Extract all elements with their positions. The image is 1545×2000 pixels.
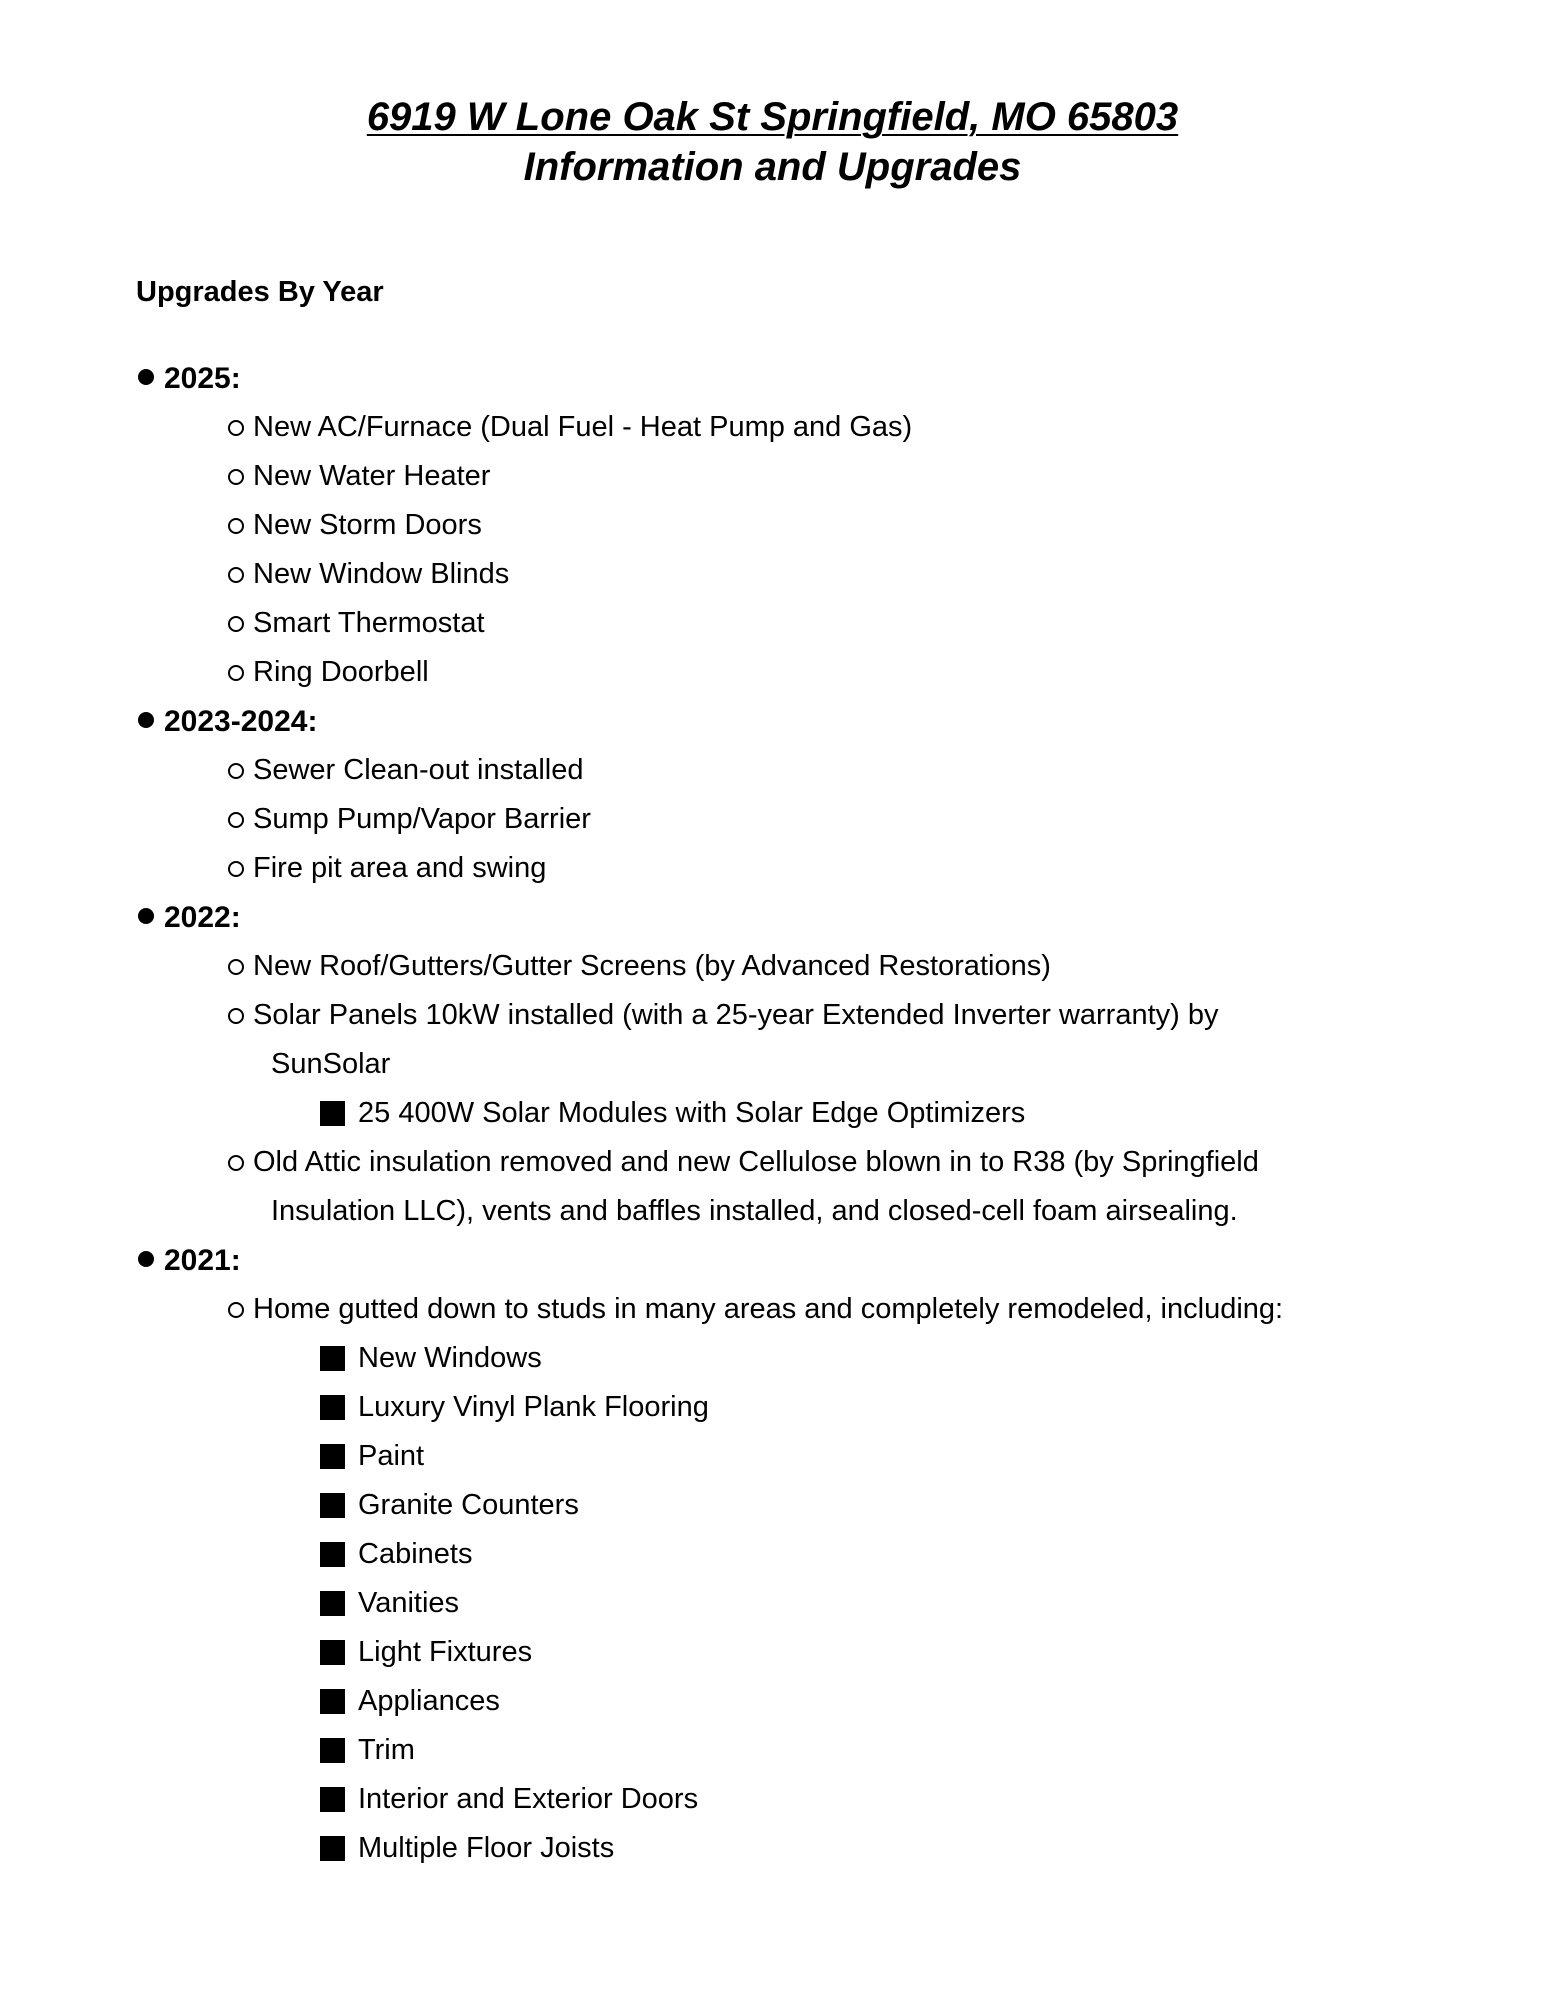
sub-list-item	[0, 1089, 1545, 1138]
bullet-square-icon	[320, 1542, 345, 1567]
list-item-text: New Water Heater	[253, 460, 491, 492]
year-heading	[0, 1236, 1545, 1285]
sub-list-item	[0, 1481, 1545, 1530]
list-item	[0, 746, 1545, 795]
sub-list-item	[0, 1383, 1545, 1432]
list-item	[0, 1138, 1545, 1236]
section-heading: Upgrades By Year	[136, 276, 384, 308]
list-item-text: Sump Pump/Vapor Barrier	[253, 803, 591, 835]
list-item	[0, 501, 1545, 550]
list-item-text: Fire pit area and swing	[253, 852, 547, 884]
list-item-text: New AC/Furnace (Dual Fuel - Heat Pump and Gas)	[253, 411, 913, 443]
bullet-circle-icon	[228, 763, 244, 779]
year-heading	[0, 893, 1545, 942]
year-label: 2025:	[164, 362, 241, 395]
sub-list-item	[0, 1530, 1545, 1579]
bullet-circle-icon	[228, 861, 244, 877]
bullet-square-icon	[320, 1444, 345, 1469]
bullet-dot-icon	[138, 1251, 154, 1267]
bullet-square-icon	[320, 1689, 345, 1714]
bullet-square-icon	[320, 1346, 345, 1371]
sub-list-item	[0, 1579, 1545, 1628]
list-item-text: Ring Doorbell	[253, 656, 429, 688]
list-item-text: New Roof/Gutters/Gutter Screens (by Advanced Restorations)	[253, 950, 1051, 982]
bullet-circle-icon	[228, 665, 244, 681]
list-item	[0, 942, 1545, 991]
bullet-circle-icon	[228, 959, 244, 975]
year-label: 2021:	[164, 1244, 241, 1277]
bullet-square-icon	[320, 1738, 345, 1763]
list-item-text: Sewer Clean-out installed	[253, 754, 584, 786]
sub-list-item-text: Interior and Exterior Doors	[358, 1783, 699, 1815]
list-item	[0, 1285, 1545, 1334]
bullet-square-icon	[320, 1101, 345, 1126]
list-item-text: New Window Blinds	[253, 558, 510, 590]
bullet-circle-icon	[228, 616, 244, 632]
upgrades-list	[0, 354, 1545, 1873]
sub-list-item	[0, 1334, 1545, 1383]
list-item-text: Old Attic insulation removed and new Cellulose blown in to R38 (by Springfield	[253, 1146, 1259, 1178]
sub-list-item	[0, 1824, 1545, 1873]
list-item-text: New Storm Doors	[253, 509, 482, 541]
bullet-dot-icon	[138, 712, 154, 728]
list-item-text: Solar Panels 10kW installed (with a 25-year Extended Inverter warranty) by	[253, 999, 1219, 1031]
list-item	[0, 452, 1545, 501]
page-subtitle: Information and Upgrades	[523, 145, 1022, 189]
bullet-dot-icon	[138, 908, 154, 924]
bullet-square-icon	[320, 1836, 345, 1861]
list-item-text: Smart Thermostat	[253, 607, 485, 639]
page-title	[0, 92, 1545, 192]
list-item	[0, 991, 1545, 1089]
bullet-circle-icon	[228, 812, 244, 828]
sub-list-item-text: Paint	[358, 1440, 425, 1472]
sub-list-item-text: Light Fixtures	[358, 1636, 533, 1668]
list-item	[0, 648, 1545, 697]
bullet-circle-icon	[228, 518, 244, 534]
year-heading	[0, 697, 1545, 746]
list-item	[0, 550, 1545, 599]
sub-list-item	[0, 1628, 1545, 1677]
bullet-circle-icon	[228, 1008, 244, 1024]
bullet-circle-icon	[228, 1155, 244, 1171]
sub-list-item	[0, 1432, 1545, 1481]
bullet-circle-icon	[228, 469, 244, 485]
bullet-square-icon	[320, 1640, 345, 1665]
year-label: 2023-2024:	[164, 705, 318, 738]
sub-list-item-text: Luxury Vinyl Plank Flooring	[358, 1391, 709, 1423]
list-item-text-continued: Insulation LLC), vents and baffles installed, and closed-cell foam airsealing.	[271, 1195, 1238, 1227]
sub-list-item-text: New Windows	[358, 1342, 542, 1374]
bullet-circle-icon	[228, 1302, 244, 1318]
sub-list-item	[0, 1775, 1545, 1824]
list-item	[0, 403, 1545, 452]
list-item	[0, 844, 1545, 893]
sub-list-item-text: Vanities	[358, 1587, 460, 1619]
sub-list-item-text: Appliances	[358, 1685, 500, 1717]
year-heading	[0, 354, 1545, 403]
bullet-circle-icon	[228, 567, 244, 583]
sub-list-item-text: Granite Counters	[358, 1489, 579, 1521]
list-item-text-continued: SunSolar	[271, 1048, 391, 1080]
sub-list-item-text: Trim	[358, 1734, 415, 1766]
bullet-square-icon	[320, 1395, 345, 1420]
list-item	[0, 599, 1545, 648]
sub-list-item-text: Multiple Floor Joists	[358, 1832, 615, 1864]
sub-list-item	[0, 1677, 1545, 1726]
bullet-circle-icon	[228, 420, 244, 436]
year-label: 2022:	[164, 901, 241, 934]
property-address: 6919 W Lone Oak St Springfield, MO 65803	[366, 95, 1179, 139]
bullet-square-icon	[320, 1787, 345, 1812]
list-item-text: Home gutted down to studs in many areas and completely remodeled, including:	[253, 1293, 1284, 1325]
bullet-dot-icon	[138, 369, 154, 385]
list-item	[0, 795, 1545, 844]
sub-list-item-text: 25 400W Solar Modules with Solar Edge Optimizers	[358, 1097, 1026, 1129]
sub-list-item	[0, 1726, 1545, 1775]
bullet-square-icon	[320, 1493, 345, 1518]
sub-list-item-text: Cabinets	[358, 1538, 473, 1570]
bullet-square-icon	[320, 1591, 345, 1616]
